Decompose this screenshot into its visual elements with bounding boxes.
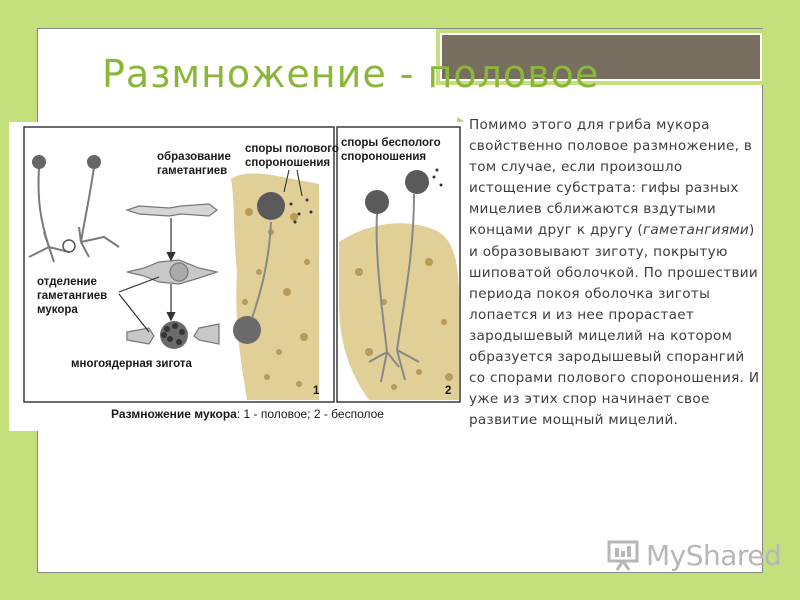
sporangium-left-2 [87,155,101,169]
body-text [469,115,761,431]
label-sexual-spores-line-1: споры полового [245,143,339,155]
watermark [606,538,781,572]
substrate-panel-2 [339,223,459,400]
sporangium-left-1 [32,155,46,169]
slide-title: Размножение - половое [102,52,600,96]
label-gametangia-separation-line-3: мукора [37,304,78,316]
germ-sporangium [257,192,285,220]
label-gametangia-formation-line-2: гаметангиев [157,165,228,177]
mucor-illustration [9,122,462,431]
mucor-reproduction-figure [9,122,462,431]
presentation-board-icon [606,539,642,571]
figure-caption-bold: Размножение мукора [111,407,237,421]
label-gametangia-separation-line-1: отделение [37,276,97,288]
label-gametangia-separation-line-2: гаметангиев [37,290,108,302]
asexual-sporangium-2 [405,170,429,194]
panel-1-number: 1 [313,385,320,397]
body-text-part-1: Помимо этого для гриба мукора свойственно половое размножение, в том случае, если произошло истощение субстрата: гифы разных мицелиев сближаются вздутыми концами друг к другу ( [469,117,753,239]
label-asexual-spores-line-1: споры бесполого [341,137,441,149]
asexual-sporangium-1 [365,190,389,214]
panel-2-number: 2 [445,385,452,397]
body-text-part-2: ) и образовывают зиготу, покрытую шиповатой оболочкой. По прошествии периода покоя оболочка зиготы лопается и из нее прорастает зародышевый мицелий на котором образуется зародышевый спорангий со спорами полового спороношения. И уже из этих спор начинает свое развитие мощный мицелий. [469,222,760,429]
figure-caption-rest: : 1 - половое; 2 - бесполое [236,407,384,421]
label-zygote: многоядерная зигота [71,358,192,370]
germinating-zygote [233,316,261,344]
figure-caption [111,407,384,421]
label-asexual-spores-line-2: спороношения [341,151,427,163]
label-gametangia-formation-line-1: образование [157,151,231,163]
watermark-text: MyShared [646,538,782,572]
zygote-drawing [160,321,188,349]
body-text-emphasis: гаметангиями [642,222,750,239]
label-sexual-spores-line-2: спороношения [245,157,331,169]
